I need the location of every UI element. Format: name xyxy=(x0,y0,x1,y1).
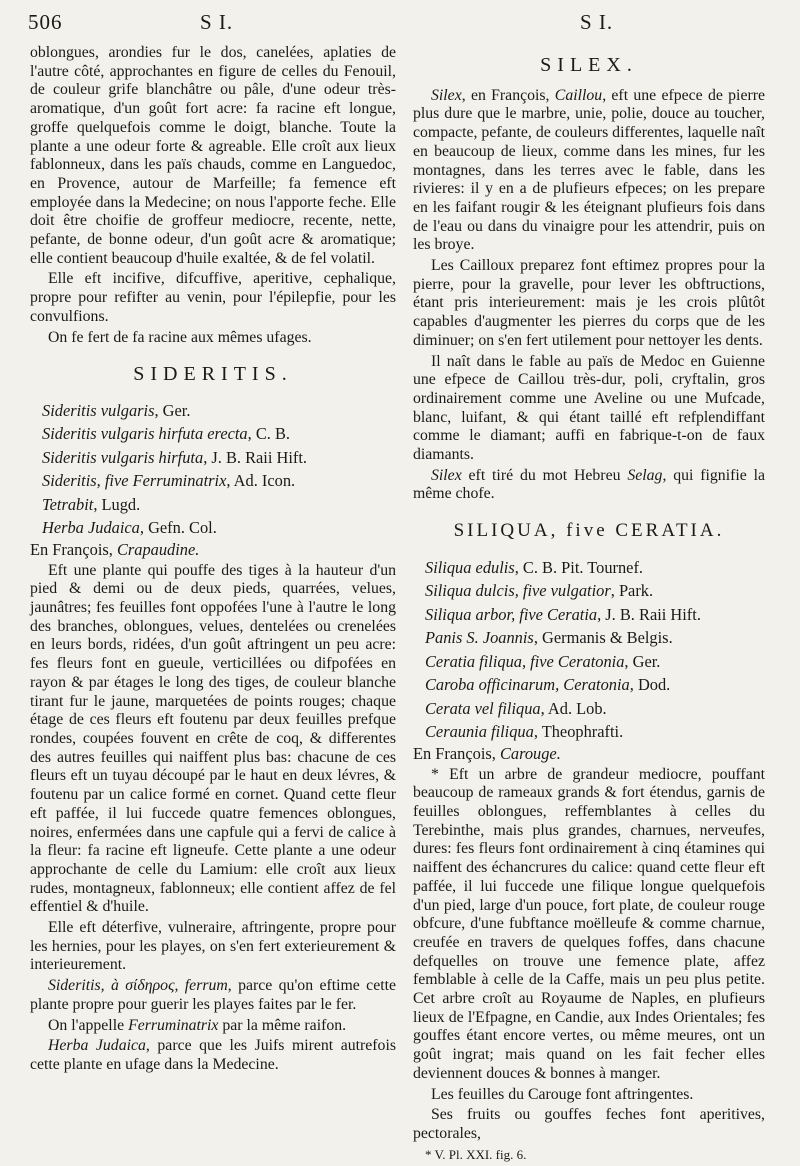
silex-etymology-paragraph xyxy=(413,467,765,504)
synonym-line xyxy=(30,447,396,469)
synonym-source: , Park. xyxy=(610,581,654,601)
virtues-paragraph: Elle eft déterfive, vulneraire, aftringente, propre pour les hernies, pour les playes, on s'en fert exterieurement & interieurement. xyxy=(30,919,396,974)
fruits-paragraph: Ses fruits ou gouffes feches font aperitives, pectorales, xyxy=(413,1106,765,1142)
running-head-right: S I. xyxy=(580,10,614,34)
synonym-line xyxy=(30,400,396,422)
name-reason-lead: On l'appelle xyxy=(48,1016,129,1034)
running-header xyxy=(0,10,800,40)
french-term: Carouge. xyxy=(499,743,561,763)
silex-term: Silex xyxy=(431,86,462,104)
synonym-line xyxy=(30,494,396,516)
synonym-source: , C. B. Pit. Tournef. xyxy=(514,557,644,577)
synonym-source: , Ger. xyxy=(154,400,191,420)
synonym-source: , J. B. Raii Hift. xyxy=(203,447,307,467)
synonym-latin: Siliqua edulis xyxy=(425,557,515,577)
usage-paragraph: On fe fert de fa racine aux mêmes ufages. xyxy=(48,328,312,346)
synonym-latin: Ceraunia filiqua xyxy=(425,722,534,742)
silex-etym-text-a: eft tiré du mot Hebreu xyxy=(461,466,628,484)
synonym-latin: Cerata vel filiqua xyxy=(425,698,541,718)
name-reason-text: par la même raifon. xyxy=(218,1016,347,1034)
french-name xyxy=(30,541,396,560)
silex-paragraph xyxy=(413,87,765,255)
leaves-paragraph: Les feuilles du Carouge font aftringentes. xyxy=(431,1085,694,1103)
synonym-source: , Gefn. Col. xyxy=(139,518,217,538)
herba-judaica-term: Herba Judaica xyxy=(48,1037,146,1055)
silex-etym-text-b: , qui fignifie la même chofe. xyxy=(413,466,765,503)
synonym-line xyxy=(413,698,765,720)
synonym-latin: Sideritis vulgaris xyxy=(42,400,155,420)
silex-text-b: , eft une efpece de pierre plus dure que le marbre, unie, polie, douce au toucher, compacte, pefante, de couleurs differentes, laquelle naît en beaucoup de lieux, comme dans les mines, fur les montagnes, dans les terres avec le fable, dans les rivieres: il y en a de plufieurs efpeces; on les prepare en les faifant rougir & les éteignant plufieurs fois dans de l'eau ou dans du vinaigre pour les attendrir, puis on les broye. xyxy=(413,86,765,254)
synonym-line xyxy=(413,674,765,696)
synonym-latin: Sideritis, five Ferruminatrix xyxy=(42,471,227,491)
synonym-source: , Dod. xyxy=(629,675,671,695)
running-head-left: S I. xyxy=(200,10,234,34)
etymology-paragraph xyxy=(30,977,396,1014)
synonym-latin: Caroba officinarum, Ceratonia xyxy=(425,675,630,695)
etymology-term: Sideritis, à σίδηρος, ferrum xyxy=(48,977,228,995)
silex-etym-term: Silex xyxy=(431,466,462,484)
herba-judaica-text: , parce que les Juifs mirent autrefois cette plante en ufage dans la Medecine. xyxy=(30,1037,396,1073)
herba-judaica-paragraph xyxy=(30,1037,396,1074)
synonym-source: , Theophrafti. xyxy=(533,722,624,742)
cailloux-paragraph: Les Cailloux preparez font eftimez propres pour la pierre, pour la gravelle, pour lever les obftructions, étant pris interieurement: mais je les crois plûtôt capables d'augmenter les pierres du corps que de les diminuer; on s'en fert utilement pour nettoyer les dents. xyxy=(413,257,765,349)
synonym-latin: Siliqua arbor, five Ceratia xyxy=(425,604,598,624)
synonym-source: , Germanis & Belgis. xyxy=(533,628,673,648)
name-reason-term: Ferruminatrix xyxy=(128,1016,219,1034)
plate-footnote: * V. Pl. XXI. fig. 6. xyxy=(425,1146,527,1162)
description-paragraph: Eft une plante qui pouffe des tiges à la hauteur d'un pied & demi ou de deux pieds, quarrées, velues, jaunâtres; fes feuilles font oppofées l'une à l'autre le long des branches, oblongues, velues, dentelées ou crenelées en leurs bords, ridées, d'un goût aftringent un peu acre: fes fleurs font en gueule, verticillées ou difpofées en rayon & par étages le long des tiges, de couleur blanche tirant fur le jaune, marquetées de points rouges; chaque étage de ces fleurs eft foutenu par deux feuilles prefque rondes, coupées fouvent en crête de coq, & differentes des autres feuilles qui naiffent plus bas: chacune de ces fleurs eft un tuyau découpé par le haut en deux lévres, & foutenu par un calice formé en cornet. Quand cette fleur eft paffée, il lui fuccede quatre femences oblongues, noires, enfermées dans une capfule qui a fervi de calice à la fleur: fa racine eft ligneufe. Cette plante a une odeur approchante de celle du Lamium: elle croît aux lieux rudes, montagneux, fablonneux; elle contient affez de fel effentiel & d'huile. xyxy=(30,561,396,916)
synonym-line xyxy=(30,423,396,445)
synonym-line xyxy=(413,651,765,673)
page-number: 506 xyxy=(28,10,63,34)
synonym-line xyxy=(413,721,765,743)
synonym-latin: Tetrabit xyxy=(42,494,94,514)
caillou-term: Caillou xyxy=(554,86,603,104)
french-name xyxy=(413,745,765,764)
properties-paragraph: Elle eft incifive, difcuffive, aperitive, cephalique, propre pour refifter au venin, pour l'épilepfie, pour les convulfions. xyxy=(30,270,396,325)
selag-term: Selag xyxy=(627,466,663,484)
synonym-line xyxy=(413,580,765,602)
entry-title-silex: SILEX. xyxy=(540,54,638,76)
synonym-source: , C. B. xyxy=(247,424,290,444)
synonym-line xyxy=(30,517,396,539)
synonym-source: , J. B. Raii Hift. xyxy=(597,604,701,624)
left-column xyxy=(30,44,396,1077)
synonym-line xyxy=(413,557,765,579)
synonym-latin: Sideritis vulgaris hirfuta erecta xyxy=(42,424,248,444)
french-term: Crapaudine. xyxy=(116,539,200,559)
right-column xyxy=(413,44,765,1166)
synonym-latin: Sideritis vulgaris hirfuta xyxy=(42,447,204,467)
silex-text-a: , en François, xyxy=(461,86,555,104)
synonym-latin: Ceratia filiqua, five Ceratonia xyxy=(425,651,625,671)
synonym-source: , Ad. Icon. xyxy=(226,471,296,491)
carouge-description-paragraph: * Eft un arbre de grandeur mediocre, pouffant beaucoup de rameaux grands & fort étendus, garnis de feuilles oblongues, reffemblantes à celles du Terebinthe, mais plus grandes, charnues, nerveufes, dures: fes fleurs font ordinairement à cinq étamines qui naiffent des échancrures du calice: quand cette fleur eft paffée, il lui fuccede une filique longue quelquefois d'un pied, large d'un pouce, fort plate, de couleur rouge obfcure, d'une fubftance moëlleufe & comme charnue, creufée en travers de quelques foffes, dans chacune defquelles on trouve une femence plate, affez femblable à celle de la Caffe, mais un peu plus petite. Cet arbre croît au Royaume de Naples, en plufieurs lieux de l'Efpagne, en Candie, aux Indes Orientales; fes gouffes étant encore vertes, ou même meures, ont un goût ingrat; mais quand on les fait fecher elles deviennent douces & bonnes à manger. xyxy=(413,765,765,1082)
synonym-list xyxy=(30,400,396,539)
synonym-latin: Panis S. Joannis xyxy=(425,628,534,648)
synonym-line xyxy=(30,470,396,492)
name-reason-paragraph xyxy=(30,1017,396,1036)
entry-title-siliqua: SILIQUA, five CERATIA. xyxy=(453,520,725,542)
french-label: En François, xyxy=(413,743,500,763)
synonym-latin: Herba Judaica xyxy=(42,518,140,538)
synonym-line xyxy=(413,627,765,649)
entry-title-sideritis: SIDERITIS. xyxy=(133,363,293,386)
etymology-text: , parce qu'on eftime cette plante propre pour guerir les playes faites par le fer. xyxy=(30,977,396,1013)
synonym-list xyxy=(413,557,765,743)
synonym-source: , Ad. Lob. xyxy=(540,698,607,718)
synonym-source: , Ger. xyxy=(624,651,661,671)
continuation-paragraph: oblongues, arondies fur le dos, canelées, aplaties de l'autre côté, approchantes en figure de celles du Fenouil, de couleur grife blanchâtre ou pâle, d'une odeur très-aromatique, d'un goût fort acre: fa racine eft longue, groffe quelquefois comme le doigt, blanche. Toute la plante a une odeur forte & agreable. Elle croît aux lieux fablonneux, dans les païs chauds, comme en Languedoc, en Provence, autour de Marfeille; fa femence eft employée dans la Medecine; on nous l'apporte feche. Elle doit être choifie de groffeur mediocre, recente, nette, pefante, de bonne odeur, d'un goût acre & aromatique; elle contient beaucoup d'huile exaltée, & de fel volatil. xyxy=(30,44,396,267)
french-label: En François, xyxy=(30,539,117,559)
medoc-paragraph: Il naît dans le fable au païs de Medoc en Guienne une efpece de Caillou très-dur, poli, cryftalin, gros ordinairement comme une Aveline ou une Mufcade, blanc, luifant, & qui étant taillé eft refplendiffant comme le diamant; auffi en fabrique-t-on de faux diamants. xyxy=(413,352,765,464)
synonym-line xyxy=(413,604,765,626)
synonym-source: , Lugd. xyxy=(93,494,141,514)
synonym-latin: Siliqua dulcis, five vulgatior xyxy=(425,581,611,601)
